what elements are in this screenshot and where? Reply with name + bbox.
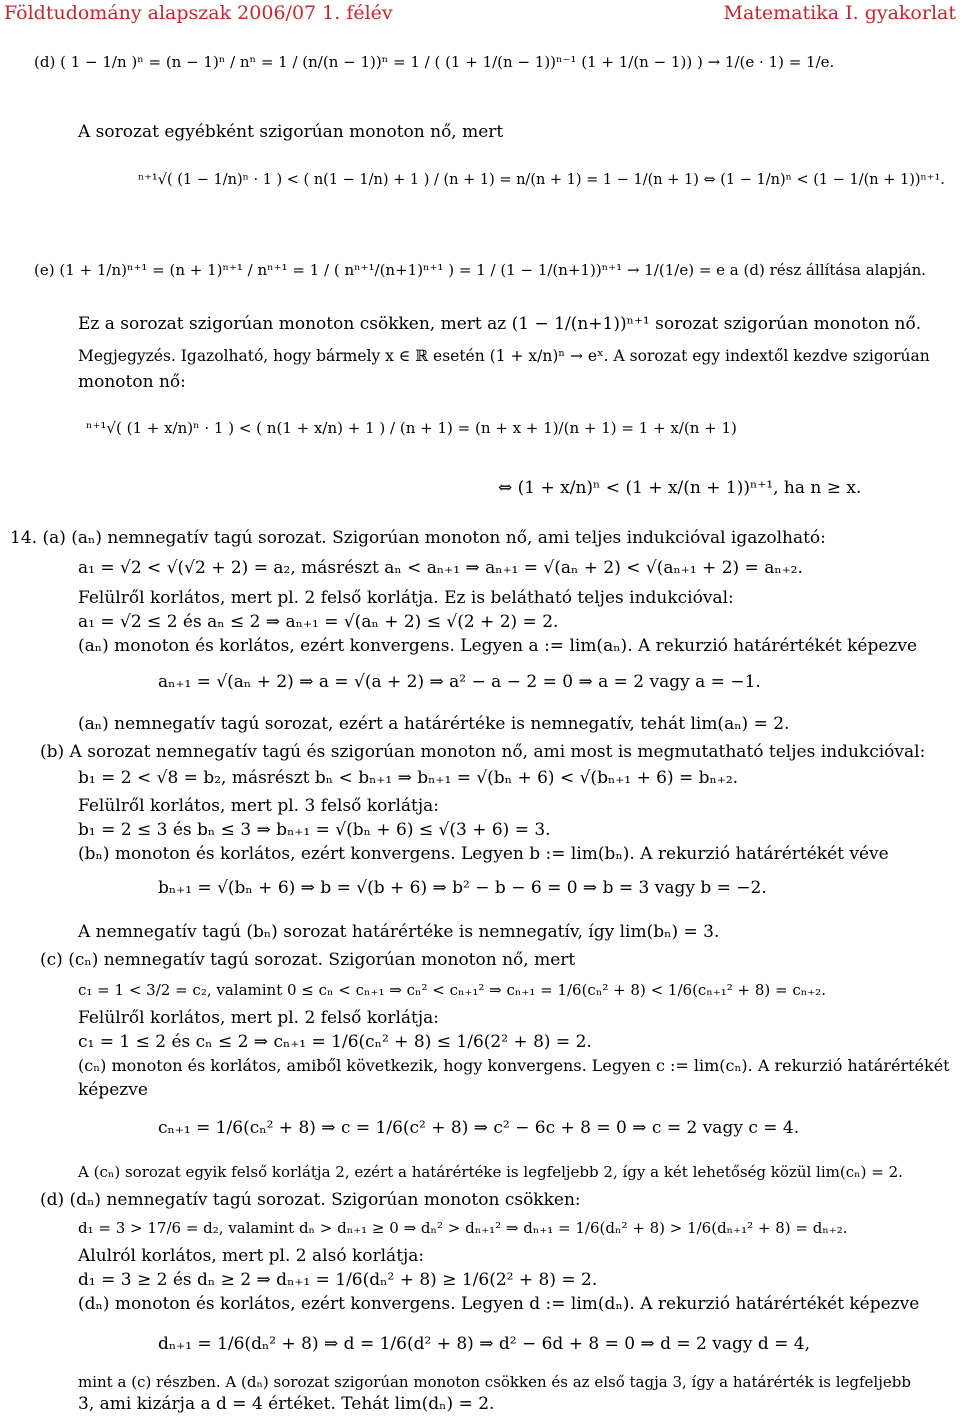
line-14d-induction: d₁ = 3 > 17/6 = d₂, valamint dₙ > dₙ₊₁ ≥ 0 ⇒ dₙ² > dₙ₊₁² ⇒ dₙ₊₁ = 1/6(dₙ² + 8) > 1/6(dₙ₊₁² + 8) = dₙ₊₂. xyxy=(78,1219,848,1237)
line-14b-induction: b₁ = 2 < √8 = b₂, másrészt bₙ < bₙ₊₁ ⇒ bₙ₊₁ = √(bₙ + 6) < √(bₙ₊₁ + 6) = bₙ₊₂. xyxy=(78,768,739,788)
line-14b-convergent: (bₙ) monoton és korlátos, ezért konvergens. Legyen b := lim(bₙ). A rekurzió határértékét véve xyxy=(78,844,889,864)
line-remark-equivalence: ⇔ (1 + x/n)ⁿ < (1 + x/(n + 1))ⁿ⁺¹, ha n ≥ x. xyxy=(498,478,862,498)
line-14c-limit-eq: cₙ₊₁ = 1/6(cₙ² + 8) ⇒ c = 1/6(c² + 8) ⇒ c² − 6c + 8 = 0 ⇒ c = 2 vagy c = 4. xyxy=(158,1118,800,1138)
line-14a-bounded: Felülről korlátos, mert pl. 2 felső korlátja. Ez is belátható teljes indukcióval: xyxy=(78,588,734,608)
line-14b-bound-proof: b₁ = 2 ≤ 3 és bₙ ≤ 3 ⇒ bₙ₊₁ = √(bₙ + 6) ≤ √(3 + 6) = 3. xyxy=(78,820,551,840)
line-14a-bound-proof: a₁ = √2 ≤ 2 és aₙ ≤ 2 ⇒ aₙ₊₁ = √(aₙ + 2) ≤ √(2 + 2) = 2. xyxy=(78,612,559,632)
line-14d-intro: (d) (dₙ) nemnegatív tagú sorozat. Szigorúan monoton csökken: xyxy=(40,1190,581,1210)
line-e-decreasing: Ez a sorozat szigorúan monoton csökken, mert az (1 − 1/(n+1))ⁿ⁺¹ sorozat szigorúan monoton nő. xyxy=(78,314,922,334)
line-14b-intro: (b) A sorozat nemnegatív tagú és szigorúan monoton nő, ami most is megmutatható teljes indukcióval: xyxy=(40,742,926,762)
line-14a-result: (aₙ) nemnegatív tagú sorozat, ezért a határértéke is nemnegatív, tehát lim(aₙ) = 2. xyxy=(78,714,790,734)
line-14c-convergent: (cₙ) monoton és korlátos, amiből következik, hogy konvergens. Legyen c := lim(cₙ). A rekurzió határértékét xyxy=(78,1056,950,1075)
line-14c-convergent-cont: képezve xyxy=(78,1080,148,1100)
line-remark-inequality: ⁿ⁺¹√( (1 + x/n)ⁿ · 1 ) < ( n(1 + x/n) + 1 ) / (n + 1) = (n + x + 1)/(n + 1) = 1 + x/(n + 1) xyxy=(86,419,737,437)
line-14d-limit-eq: dₙ₊₁ = 1/6(dₙ² + 8) ⇒ d = 1/6(d² + 8) ⇒ d² − 6d + 8 = 0 ⇒ d = 2 vagy d = 4, xyxy=(158,1334,811,1354)
line-14b-limit-eq: bₙ₊₁ = √(bₙ + 6) ⇒ b = √(b + 6) ⇒ b² − b − 6 = 0 ⇒ b = 3 vagy b = −2. xyxy=(158,878,767,898)
line-14c-induction: c₁ = 1 < 3/2 = c₂, valamint 0 ≤ cₙ < cₙ₊₁ ⇒ cₙ² < cₙ₊₁² ⇒ cₙ₊₁ = 1/6(cₙ² + 8) < 1/6(cₙ₊₁² + 8) = cₙ₊₂. xyxy=(78,981,826,999)
header-right: Matematika I. gyakorlat xyxy=(723,2,956,24)
line-14b-bounded: Felülről korlátos, mert pl. 3 felső korlátja: xyxy=(78,796,440,816)
line-14a-limit-eq: aₙ₊₁ = √(aₙ + 2) ⇒ a = √(a + 2) ⇒ a² − a − 2 = 0 ⇒ a = 2 vagy a = −1. xyxy=(158,672,761,692)
line-14d-bounded: Alulról korlátos, mert pl. 2 alsó korlátja: xyxy=(78,1246,425,1266)
line-14a-convergent: (aₙ) monoton és korlátos, ezért konvergens. Legyen a := lim(aₙ). A rekurzió határértékét képezve xyxy=(78,636,918,656)
header-left: Földtudomány alapszak 2006/07 1. félév xyxy=(4,2,393,24)
line-14d-result: 3, ami kizárja a d = 4 értéket. Tehát lim(dₙ) = 2. xyxy=(78,1394,495,1414)
line-14d-convergent: (dₙ) monoton és korlátos, ezért konvergens. Legyen d := lim(dₙ). A rekurzió határértékét képezve xyxy=(78,1294,920,1314)
line-14c-intro: (c) (cₙ) nemnegatív tagú sorozat. Szigorúan monoton nő, mert xyxy=(40,950,576,970)
line-14c-bound-proof: c₁ = 1 ≤ 2 és cₙ ≤ 2 ⇒ cₙ₊₁ = 1/6(cₙ² + 8) ≤ 1/6(2² + 8) = 2. xyxy=(78,1032,592,1052)
line-14c-bounded: Felülről korlátos, mert pl. 2 felső korlátja: xyxy=(78,1008,440,1028)
line-14a-intro: 14. (a) (aₙ) nemnegatív tagú sorozat. Szigorúan monoton nő, ami teljes indukcióval igazolható: xyxy=(10,528,826,548)
line-14b-result: A nemnegatív tagú (bₙ) sorozat határértéke is nemnegatív, így lim(bₙ) = 3. xyxy=(78,922,720,942)
line-remark-cont: monoton nő: xyxy=(78,372,186,392)
line-d-monotone-intro: A sorozat egyébként szigorúan monoton nő, mert xyxy=(78,122,504,142)
line-14d-bound-proof: d₁ = 3 ≥ 2 és dₙ ≥ 2 ⇒ dₙ₊₁ = 1/6(dₙ² + 8) ≥ 1/6(2² + 8) = 2. xyxy=(78,1270,598,1290)
line-d-root-inequality: ⁿ⁺¹√( (1 − 1/n)ⁿ · 1 ) < ( n(1 − 1/n) + 1 ) / (n + 1) = n/(n + 1) = 1 − 1/(n + 1) ⇔ (1 − 1/n)ⁿ < (1 − 1/(n + 1))ⁿ⁺¹. xyxy=(138,172,945,188)
line-e-limit: (e) (1 + 1/n)ⁿ⁺¹ = (n + 1)ⁿ⁺¹ / nⁿ⁺¹ = 1 / ( nⁿ⁺¹/(n+1)ⁿ⁺¹ ) = 1 / (1 − 1/(n+1))ⁿ⁺¹ → 1/(1/e) = e a (d) rész állítása alapján. xyxy=(34,261,927,279)
line-14c-result: A (cₙ) sorozat egyik felső korlátja 2, ezért a határértéke is legfeljebb 2, így a két lehetőség közül lim(cₙ) = 2. xyxy=(78,1163,903,1181)
line-d-limit: (d) ( 1 − 1/n )ⁿ = (n − 1)ⁿ / nⁿ = 1 / (n/(n − 1))ⁿ = 1 / ( (1 + 1/(n − 1))ⁿ⁻¹ (1 + 1/(n − 1)) ) → 1/(e · 1) = 1/e. xyxy=(34,53,835,71)
line-14d-conclusion: mint a (c) részben. A (dₙ) sorozat szigorúan monoton csökken és az első tagja 3, így a határérték is legfeljebb xyxy=(78,1373,911,1391)
line-remark: Megjegyzés. Igazolható, hogy bármely x ∈ ℝ esetén (1 + x/n)ⁿ → eˣ. A sorozat egy indextől kezdve szigorúan xyxy=(78,347,930,365)
line-14a-induction: a₁ = √2 < √(√2 + 2) = a₂, másrészt aₙ < aₙ₊₁ ⇒ aₙ₊₁ = √(aₙ + 2) < √(aₙ₊₁ + 2) = aₙ₊₂. xyxy=(78,558,803,578)
